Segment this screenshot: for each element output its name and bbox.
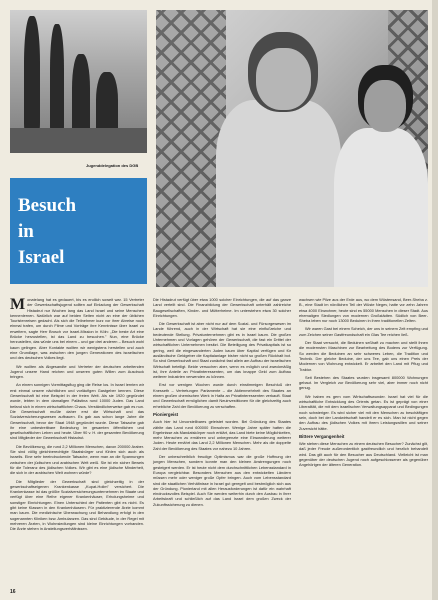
page-edge [432,0,438,600]
paragraph: Der Staat versucht, die Beduinen seßhaft zu machen und stellt ihnen die modernsten Maschinen zur Bearbeitung des Bodens zur Verfügung. So werden die Beduinen an sehr schweres Leben, die Tradition und Technik. Der gleiche Beduine, der uns Tee, gab uns einen Preis der Modernen von Wohnung entwickelt. Er arbeitet den Land mit Pflug und Traktor. [299,340,428,372]
article-title-block [10,178,147,284]
page-number: 16 [10,589,16,595]
couple-photo [156,10,428,287]
paragraph: Wir waren Gast bei einem Scheich, der uns in seinem Zelt empfing und zum Zeichen seiner Gastfreundschaft ein Glas Tee reichen ließ. [299,326,428,337]
paragraph: Die Mitglieder der Gewerkschaft sind gleichzeitig in der gewerkschaftseigenen Krankenkasse „Kupat-Holim" versichert. Die Krankenkasse ist das größte Sozialversicherungsunternehmen im Staate und verfügt über eine Reihe eigener Krankenhäuser, Erholungsheime und sonstiger Einrichtungen. Einen Unterschied der Patienten gibt es nicht. Es gibt keine Klassen in den Krankenhäusern. Für praktizierende Ärzte kommt man kaum. Die medizinische Überwachung und Behandlung erfolgt in den sogenannten Kliniken bzw. Ambulanzen. Das sind Gebäude, in der Regel mit mehreren Ärzten, in Wohnsiedlungen sind kleine Einrichtungen vorhanden. Die Ärzte stehen in Anstellungsverhältnissen. [10,478,144,532]
photo-caption: Jugenddelegation des DGB [86,163,139,168]
text-column-3 [299,297,428,471]
section-heading: Pioniergeist [153,411,179,417]
paragraph: Wie stehen diese Menschen zu einem deutschen Besucher? Zunächst gilt, daß jeder Freude außerordentlich gastfreundlich und herzlich behandelt wird. Das gilt auch für den Besucher aus Deutschland. Vielleicht ist man gegenüber der deutschen Jugend noch aufgeschlossener als gegenüber Angehörigen der älteren Generation. [299,441,428,468]
title-line-1: Besuch [18,195,77,216]
paragraph: Die Histadrut verfügt über etwa 1000 solcher Einrichtungen, die auf das ganze Land verteilt sind. Die Finanzbildung der Gewerkschaft unterhält zahlreiche Baugesellschaften, Kinder- und Mütterheime. Im unterstehen etwa 30 solcher Einrichtungen. [153,297,291,318]
paragraph: Wir wollten als Abgesandte und Vertreter der deutschen arbeitenden Jugend unsere Hand reichen und unseren guten Willen zum Ausdruck bringen. [10,363,144,380]
text-column-1 [10,297,144,534]
section-heading: Bittere Vergangenheit [299,433,345,439]
text-column-2 [153,297,291,510]
paragraph: Die Bevölkerung, die rund 2,2 Millionen Menschen, davon 200000 Araber. Sie sind völlig gleichberechtigte Staatsbürger und fühlen sich auch als Israelis. Eine sehr beeindruckende Tatsache, wenn man an die Spannungen zwischen der jüdischen und arabischen Welt weiß. Sie ist ein sicher Beweis für die Toleranz des jüdischen Volkes. Wir gibt es eine jüdische Minderheit, die sich in der arabischen Welt wohnen würde? [10,443,144,476]
paragraph: Monatelang hat es gedauert, bis es endlich soweit war. 15 Vertreter der Gewerkschaftsjugend sollten auf Einladung der Gewerkschaft Histadrut nur Wochen lang das Land Israel und seine Menschen kennenlernen. Natürlich war auf beiden Seiten nicht an eine der üblichen Touristenreisen gedacht. Als sich die Teilnehmer kurz vor ihrer Abreise noch einmal trafen, um durch Filme und Vorträge ihre Kenntnisse über Israel zu erweitern, sagte Herr Brosch vor Israel-Mission in Köln: „Die beste Art eine Brücke herzustellen, ist das Land zu besuchen." Nun, eine Brücke herzustellen, das würde uns bei einem – und gar drei anderen – Besuch wohl kaum gelingen. Aber Kontakte wollten wir wenigstens herstellen und auch eine Grundlage, was zwischen den jungen Generationen des israelischen und des deutschen Volkes liegt. [10,296,144,361]
paragraph: Die Gewerkschaft ist aber nicht nur auf dem Sozial- und Fürsorgewesen im Lande führend, auch in der Wirtschaft hat sie eine einflußreiche und bedeutende Stellung. Privatunternehmen gibt es in Israel kaum. Die großen Unternehmen und Vorlagen gehören der Gewerkschaft, die fast ein Drittel der wirtschaftlichen Unternehmen besitzt. Die Beteiligung des Privatkapitals ist so gering, weil die eingewanderten Juden kaum über Kapital verfügen und für ausländische Geldgeber die Kapitalanlage bisher nicht so großen Rückhalt bot. So sind Gewerkschaft und Staat zunächst fast allein am Aufbau der israelischen Wirtschaft beteiligt. Beide versuchen aber, wenn es möglich und zweckmäßig ist, ihre Anteile an Privatinteressenten, um das knappe Geld zum Aufbau weiterer Industrien verwenden zu können. [153,321,291,380]
drop-cap: M [10,296,26,313]
delegation-photo [10,10,147,153]
paragraph: wachsen wie Pilze aus der Erde aus, wo dem Wüstensand, Beer-Sheba z. B., eine Stadt im nördlichen Teil der Wüste Negev, hatte vor zehn Jahren etwa 4000 Einwohner, heute sind es 55000 Menschen in dieser Stadt. Aus ehemaligen Siedlungen von modernen Großstädten. Südlich von Beer-Sheba leben nur noch 13000 Beduinen in ihren traditionellen Zelten. [299,297,428,324]
paragraph: Seit Bestehen des Staates wurden insgesamt 800000 Wohnungen gebaut. Im Vergleich zur Bevölkerung sehr viel, aber immer noch nicht genug. [299,374,428,391]
paragraph: Auch hier ist Unvorstellbares geleistet worden. Bei Gründung des Staates zählte das Land rund 600000 Einwohner. Wenige Jahre später hatten die Ergebnisse als Mandatskörper noch erklärt, das Land biete keine Möglichkeiten, mehr Menschen zu ernähren und unbegrenzte eine Einwanderung weiterer Juden. Heute ernährt das Land 2,2 Millionen Menschen. Mehr als die doppelte Zahl der Bevölkerung des Staates vor nahezu 10 Jahren. [153,419,291,451]
paragraph: Wir haben es gern vom Wirtschaftswunder. Israel hat viel für die wirtschaftliche Entwicklung des Orients getan. Es ist geprägt von einer Liberalität, die mit dem israelischen Verwaltungsapparat und Bedingungen noch schwieriger. Es wird sicher viel mit den Menschen zu beschäftigen sein, doch bei der Landwirtschaft handelt er es sich. Man ist nicht gegen den Aufbau des jüdischen Volkes mit ihrem Leistungswillen und seiner Zuversicht hätte. [299,393,428,431]
paragraph: Erst vor wenigen Wochen wurde durch einstimmigen Beschluß der Knesseth – Vertretungen Parlamente – die Aktienmehrheit des Staates an einem großen chemischen Werk in Haifa an Privatinteressenten verkauft. Staat und Gewerkschaft ermöglichen damit Neuinvestitionen für die gleichzeitig auch erhebliche Zahl der Bevölkerung zu verschaffen. [153,382,291,409]
title-line-2: in [18,221,34,242]
paragraph: Der unbeschreiblich freudige Optimismus war die große Hoffnung der jungen Menschen, sondern konnte man den kleinen Anstrengungen noch gesteigert werden. Er ist heute nicht dem durchschnittlichen Lebensstandard in Europa vergleichbar. Besonders Menschen aus den entwickelten Ländern müssen mehr oder weniger große Opfer bringen. Auch vom Lebensstandard sind die staatlichen Verhältnisse in Israel gut geregelt und bestmöglich sich aus der Gründung. Pionierland mit allen Herausforderungen ist dafür ein wahrhaft eindrucksvolles Beispiel. Auch Sie werden weiterhin durch den Ausbau in ihrer Arbeitskraft und schließlich auf das Land Israel dem großen Zweck der Zukunftssicherung zu dienen. [153,454,291,507]
title-line-3: Israel [18,247,65,268]
paragraph: An einem sonnigen Vormittagsflug ging die Reise los. In Israel lernten wir erst einmal unsere nächtlichen und vorläufigen Gastgeber kennen. Diese Gewerkschaft ist eine Beispiel in der freien Welt. Als sie 1920 gegründet wurde, lebten in dem damaligen Palästina rund 10000 Juden. Das Land befand sich in einem wirtschaftlichen Chaos. Verständlicherweise gab es nun. Die Gewerkschaft mußte daher erst die Wirtschaft und das Sozialversicherungswesen aufbauen. Es gab aus schon lange Jahre die Gewerkschaft, bevor der Staat 1948 gegründet wurde. Diese Tatsache gab ihr eine unbestreitbare Bedeutung im gesamten öffentlichen und gesellschaftlichen Leben und heute. Über 90 v. H. der gesamten Bevölkerung sind Mitglieder der Gewerkschaft Histadrut. [10,382,144,441]
